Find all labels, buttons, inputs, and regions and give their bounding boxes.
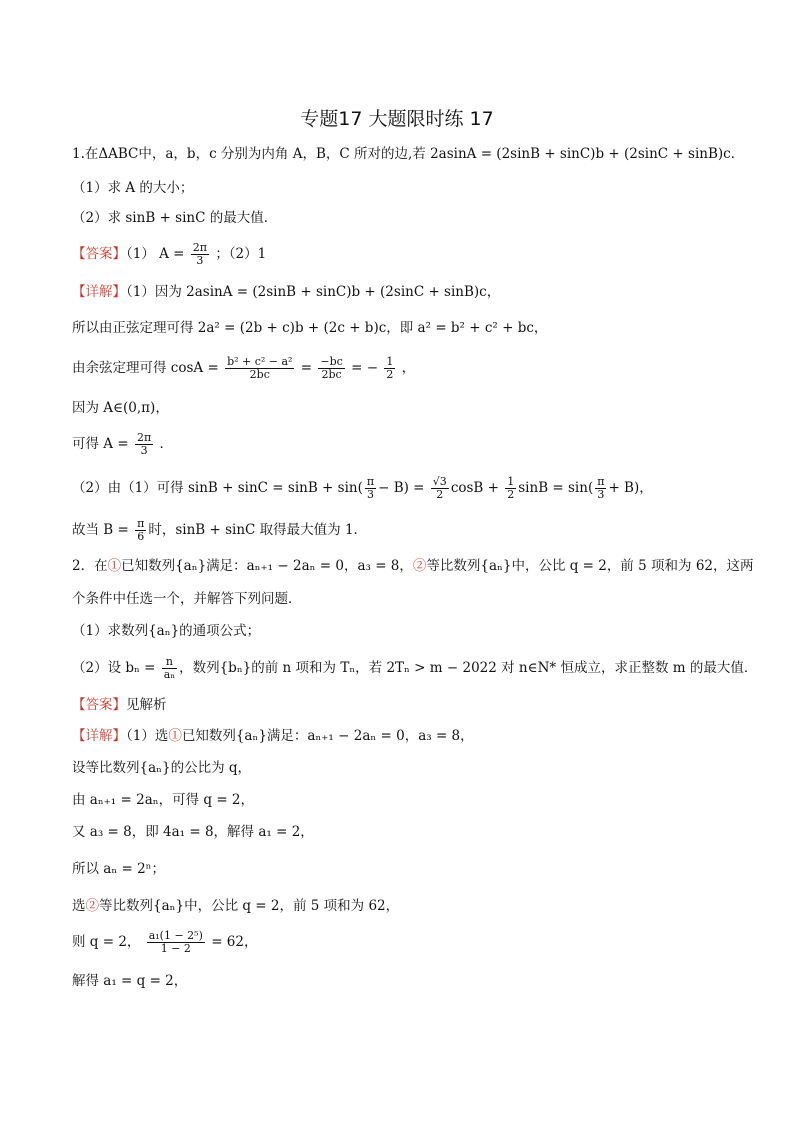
- q1-answer: [72, 242, 266, 267]
- solution-text: cosB +: [450, 480, 499, 496]
- circled-one: ①: [168, 728, 182, 744]
- fraction: $\frac{2\pi}{3}$: [136, 431, 152, 457]
- page-title: 专题17 大题限时练 17: [300, 108, 494, 130]
- q1-solution-line: 因为 A∈(0,π)，: [72, 400, 169, 416]
- q1-solution-line: [72, 283, 500, 301]
- solution-text: 由余弦定理可得 cosA =: [72, 360, 219, 376]
- fraction: $\frac{-bc}{2bc}$: [320, 355, 343, 381]
- fraction: $\frac{\text{b² + c² − a²}}{2bc}$: [227, 355, 293, 381]
- part-text: （2）设 bₙ =: [72, 660, 156, 676]
- q2-solution-line: [72, 727, 474, 745]
- solution-text: = 62，: [211, 934, 258, 950]
- solution-text: （1）选: [126, 728, 169, 744]
- q1-solution-line: [72, 518, 367, 543]
- fraction: $\frac{\pi}{3}$: [366, 475, 375, 501]
- solution-text: 等比数列{aₙ}中，公比 q = 2，前 5 项和为 62，: [99, 898, 400, 914]
- q1-part1: （1）求 A 的大小；: [72, 180, 194, 196]
- solution-label: 【详解】: [72, 728, 126, 744]
- solution-text: 选: [72, 898, 86, 914]
- solution-text: =: [300, 360, 313, 376]
- solution-text: + B)，: [608, 480, 653, 496]
- q2-part1: （1）求数列{aₙ}的通项公式；: [72, 623, 261, 639]
- solution-text: （2）由（1）可得 sinB + sinC = sinB + sin(: [72, 480, 363, 496]
- solution-text: （1）因为 2asinA = (2sinB + sinC)b + (2sinC + sinB)c，: [126, 284, 501, 300]
- solution-label: 【详解】: [72, 284, 126, 300]
- q2-answer: [72, 696, 167, 714]
- q2-stem-cont: 个条件中任选一个，并解答下列问题．: [72, 591, 302, 607]
- fraction: $\frac{\pi}{3}$: [597, 475, 605, 501]
- circled-two: ②: [412, 558, 427, 574]
- q1-solution-line: [72, 432, 173, 457]
- solution-text: 可得 A =: [72, 436, 129, 452]
- solution-text: 故当 B =: [72, 522, 129, 538]
- solution-text: 已知数列{aₙ}满足：aₙ₊₁ − 2aₙ = 0，a₃ = 8，: [181, 728, 474, 744]
- q2-solution-line: 设等比数列{aₙ}的公比为 q，: [72, 760, 251, 776]
- solution-text: ，: [401, 360, 416, 376]
- solution-text: sinB = sin(: [518, 480, 594, 496]
- circled-two: ②: [85, 898, 99, 914]
- stem-text: 已知数列{aₙ}满足：aₙ₊₁ − 2aₙ = 0，a₃ = 8，: [121, 558, 413, 574]
- fraction: $\frac{2\pi}{3}$: [192, 241, 208, 267]
- fraction: $\frac{n}{\text{aₙ}}$: [163, 655, 176, 681]
- fraction: $\frac{1}{2}$: [386, 355, 394, 381]
- q2-solution-line: 由 aₙ₊₁ = 2aₙ，可得 q = 2，: [72, 792, 255, 808]
- q2-solution-line: 所以 aₙ = 2ⁿ；: [72, 861, 166, 877]
- fraction: $\frac{1}{2}$: [507, 475, 515, 501]
- solution-text: = −: [351, 360, 379, 376]
- answer-text: （1） A =: [126, 246, 185, 262]
- solution-text: − B) =: [378, 480, 425, 496]
- stem-text: 等比数列{aₙ}中，公比 q = 2，前 5 项和为 62，这两: [426, 558, 754, 574]
- solution-text: 则 q = 2，: [72, 934, 141, 950]
- q2-solution-line: 又 a₃ = 8，即 4a₁ = 8，解得 a₁ = 2，: [72, 824, 314, 840]
- answer-label: 【答案】: [72, 246, 126, 262]
- fraction: $\frac{\text{a₁(1 − 2⁵)}}{1 - 2}$: [148, 929, 203, 955]
- circled-one: ①: [107, 558, 122, 574]
- q2-solution-line: [72, 930, 257, 955]
- q2-solution-line: 解得 a₁ = q = 2，: [72, 973, 188, 989]
- q1-stem: 1.在ΔABC中，a，b，c 分别为内角 A，B，C 所对的边,若 2asinA = (2sinB + sinC)b + (2sinC + sinB)c．: [72, 146, 745, 162]
- q2-stem: [72, 557, 754, 575]
- q1-solution-line: 所以由正弦定理可得 2a² = (2b + c)b + (2c + b)c，即 a² = b² + c² + bc，: [72, 320, 548, 336]
- answer-text: ；（2）1: [215, 246, 267, 262]
- answer-text: 见解析: [126, 697, 167, 713]
- q2-solution-line: [72, 897, 399, 915]
- q1-solution-line: [72, 476, 653, 501]
- q2-part2: [72, 656, 757, 681]
- answer-label: 【答案】: [72, 697, 126, 713]
- q1-part2: （2）求 sinB + sinC 的最大值．: [72, 210, 278, 226]
- fraction: $\frac{√3}{2}$: [432, 475, 447, 501]
- fraction: $\frac{\pi}{6}$: [137, 517, 145, 543]
- stem-text: 2．在: [72, 558, 108, 574]
- solution-text: 时，sinB + sinC 取得最大值为 1．: [148, 522, 368, 538]
- solution-text: ．: [159, 436, 173, 452]
- q1-solution-line: [72, 356, 415, 381]
- part-text: ，数列{bₙ}的前 n 项和为 Tₙ，若 2Tₙ > m − 2022 对 n∈N* 恒成立，求正整数 m 的最大值．: [179, 660, 758, 676]
